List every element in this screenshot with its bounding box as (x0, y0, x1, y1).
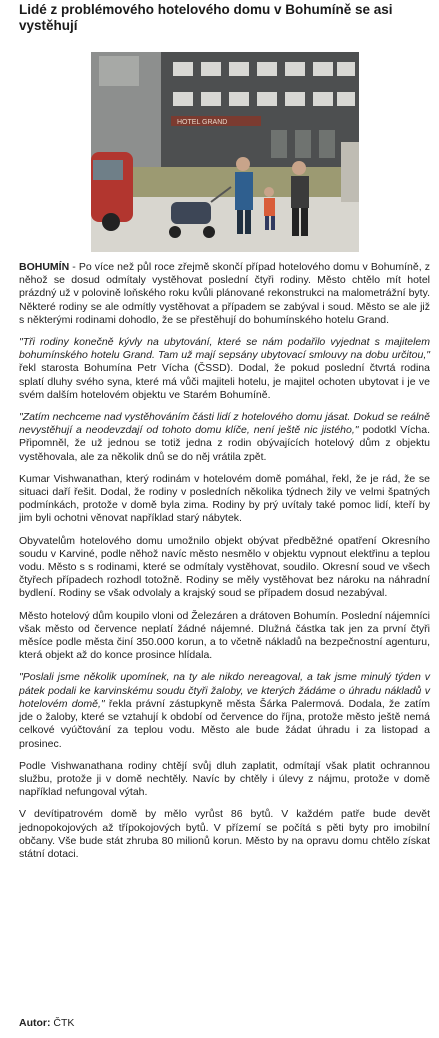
article-title: Lidé z problémového hotelového domu v Bohumíně se asi vystěhují (19, 2, 393, 33)
paragraph-1 (19, 261, 430, 327)
quote-2: "Zatím nechceme nad vystěhováním části lidí z hotelového domu jásat. Dokud se reálně nevystěhují a neodevzdají od tohoto domu klíče, není ještě nic jistého," (19, 411, 430, 437)
paragraph-3-text: podotkl Vícha. Připomněl, že už jednou se totiž jedna z rodin obývajících hotelový dům z objektu vystěhovala, ale za několik dnů se do něj vrátila zpět. (19, 424, 430, 463)
article-body (19, 261, 430, 870)
author-line (19, 1017, 74, 1029)
paragraph-9: V devítipatrovém domě by mělo vyrůst 86 bytů. V každém patře bude devět jednopokojových až třípokojových bytů. V přízemí se počítá s pěti byty pro imobilní občany. Vše bude stát zhruba 80 milionů korun. Město by na opravu domu chtělo získat státní dotaci. (19, 808, 430, 860)
hotel-family-photo (91, 52, 359, 252)
paragraph-3 (19, 411, 430, 464)
paragraph-5: Obyvatelům hotelového domu umožnilo objekt obývat předběžné opatření Okresního soudu v Karviné, podle něhož navíc město nesmělo v objektu vypnout elektřinu a teplou vodu. Město s s rodinami, které se odmítaly vystěhovat, soudilo. Okresní soud ve všech čtyřech případech rozhodl totožně. Rodiny se měly vystěhovat bez nároku na náhradní bydlení. Rodiny se však odvolaly a krajský soud se případem dosud nezabýval. (19, 534, 430, 600)
quote-3: "Poslali jsme několik upomínek, na ty ale nikdo nereagoval, a tak jsme minulý týden v pátek podali ke karvinskému soudu čtyři žaloby, ve kterých žádáme o úhradu nákladů v hotelovém domě," (19, 671, 430, 710)
paragraph-7-text: řekla právní zástupkyně města Šárka Palermová. Dodala, že zatím jde o žaloby, které se vztahují k období od července do října, protože město ještě nemá celkové vyúčtování za teplou vodu. Město ale bude žádat úhradu i za listopad a prosinec. (19, 697, 430, 750)
quote-1: "Tři rodiny konečně kývly na ubytování, které se nám podařilo vyjednat s majitelem bohumínského hotelu Grand. Tam už mají sepsány ubytovací smlouvy na dobu určitou," (19, 336, 430, 362)
hotel-sign-text: HOTEL GRAND (177, 119, 228, 126)
paragraph-8: Podle Vishwanathana rodiny chtějí svůj dluh zaplatit, odmítají však platit ochrannou službu, protože ji v domě nechtěly. Navíc by chtěly i úlevy z nájmu, protože v domě například nefungoval výtah. (19, 759, 430, 799)
paragraph-7 (19, 671, 430, 750)
article-photo (91, 52, 359, 252)
author-name: ČTK (50, 1017, 75, 1029)
author-label: Autor: (19, 1017, 51, 1029)
dateline: BOHUMÍN (19, 261, 70, 273)
paragraph-2 (19, 336, 430, 402)
paragraph-1-text: - Po více než půl roce zřejmě skončí případ hotelového domu v Bohumíně, z něhož se dosud odmítaly vystěhovat poslední čtyři rodiny. Město chtělo mít hotel prázdný už v polovině loňského roku kvůli plánované rekonstrukci na malometrážní byty. Některé rodiny se ale odmítly vystěhovat a případem se zabýval i soud. Město se ale již s některými rodinami dohodlo, že se přestěhují do bohumínského hotelu Grand. (19, 261, 430, 326)
paragraph-6: Město hotelový dům koupilo vloni od Železáren a drátoven Bohumín. Poslední nájemníci však město od července neplatí žádné nájemné. Dlužná částka tak jen za první čtyři měsíce podle města činí 350.000 korun, a to včetně nákladů na bezpečnostní agenturu, která objekt až do konce prosince hlídala. (19, 609, 430, 662)
paragraph-2-text: řekl starosta Bohumína Petr Vícha (ČSSD). Dodal, že pokud poslední čtvrtá rodina splatí dluhy svého syna, které má vůči majiteli hotelu, je majitel ochoten ubytovat i je ve svém dalším hotelovém objektu ve Starém Bohumíně. (19, 362, 430, 401)
paragraph-4: Kumar Vishwanathan, který rodinám v hotelovém domě pomáhal, řekl, že je rád, že se situaci daří řešit. Dodal, že rodiny v posledních několika týdnech žily ve velmi špatných podmínkách, protože v domě byla zima. Rodiny by prý uvítaly také pomoc lidí, kteří by jim byli ochotni věnovat například starý nábytek. (19, 472, 430, 525)
